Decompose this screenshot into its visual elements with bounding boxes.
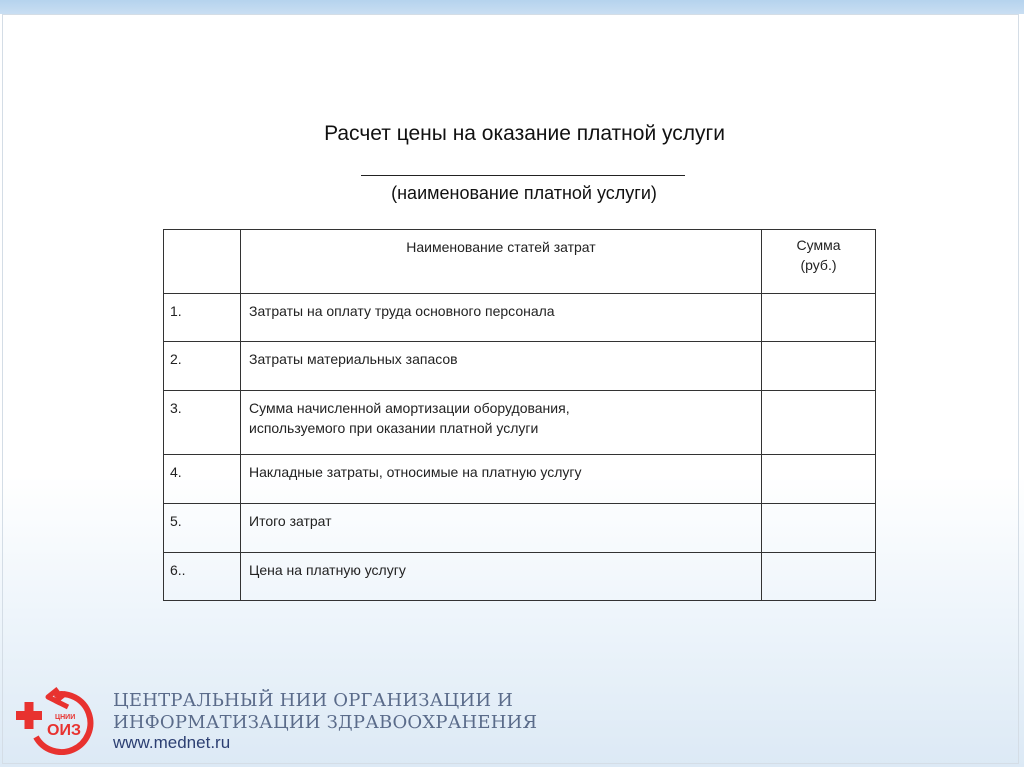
row-item: Затраты на оплату труда основного персонала [241,294,762,342]
row-item: Итого затрат [241,504,762,553]
row-sum [762,391,876,455]
table-header-row [164,230,876,294]
table-row [164,455,876,504]
row-sum [762,504,876,553]
row-sum [762,342,876,391]
row-item: Накладные затраты, относимые на платную услугу [241,455,762,504]
org-name-line2: ИНФОРМАТИЗАЦИИ ЗДРАВООХРАНЕНИЯ [113,712,538,733]
document-subtitle: (наименование платной услуги) [391,183,657,203]
row-sum [762,553,876,601]
row-number: 1. [164,294,241,342]
row-number: 3. [164,391,241,455]
table-row [164,391,876,455]
row-sum [762,294,876,342]
service-name-blank-line [361,175,685,176]
cniioiz-logo-icon [14,685,106,755]
row-number: 4. [164,455,241,504]
header-sum-cell: Сумма (руб.) [762,230,876,294]
header-number-cell [164,230,241,294]
header-item-cell: Наименование статей затрат [241,230,762,294]
logo-text-bottom: ОИЗ [47,722,81,739]
row-sum [762,455,876,504]
row-item: Затраты материальных запасов [241,342,762,391]
table-row [164,294,876,342]
logo-text-top: ЦНИИ [55,714,76,721]
row-item: Сумма начисленной амортизации оборудования, используемого при оказании платной услуги [241,391,762,455]
row-number: 5. [164,504,241,553]
org-name-line1: ЦЕНТРАЛЬНЫЙ НИИ ОРГАНИЗАЦИИ И [113,690,514,711]
document-title: Расчет цены на оказание платной услуги [324,122,725,145]
row-number: 2. [164,342,241,391]
row-item: Цена на платную услугу [241,553,762,601]
top-band [0,0,1024,14]
table-row [164,553,876,601]
org-website-link[interactable]: www.mednet.ru [113,733,231,752]
table-row [164,342,876,391]
cost-table [163,229,876,601]
table-row [164,504,876,553]
row-number: 6.. [164,553,241,601]
